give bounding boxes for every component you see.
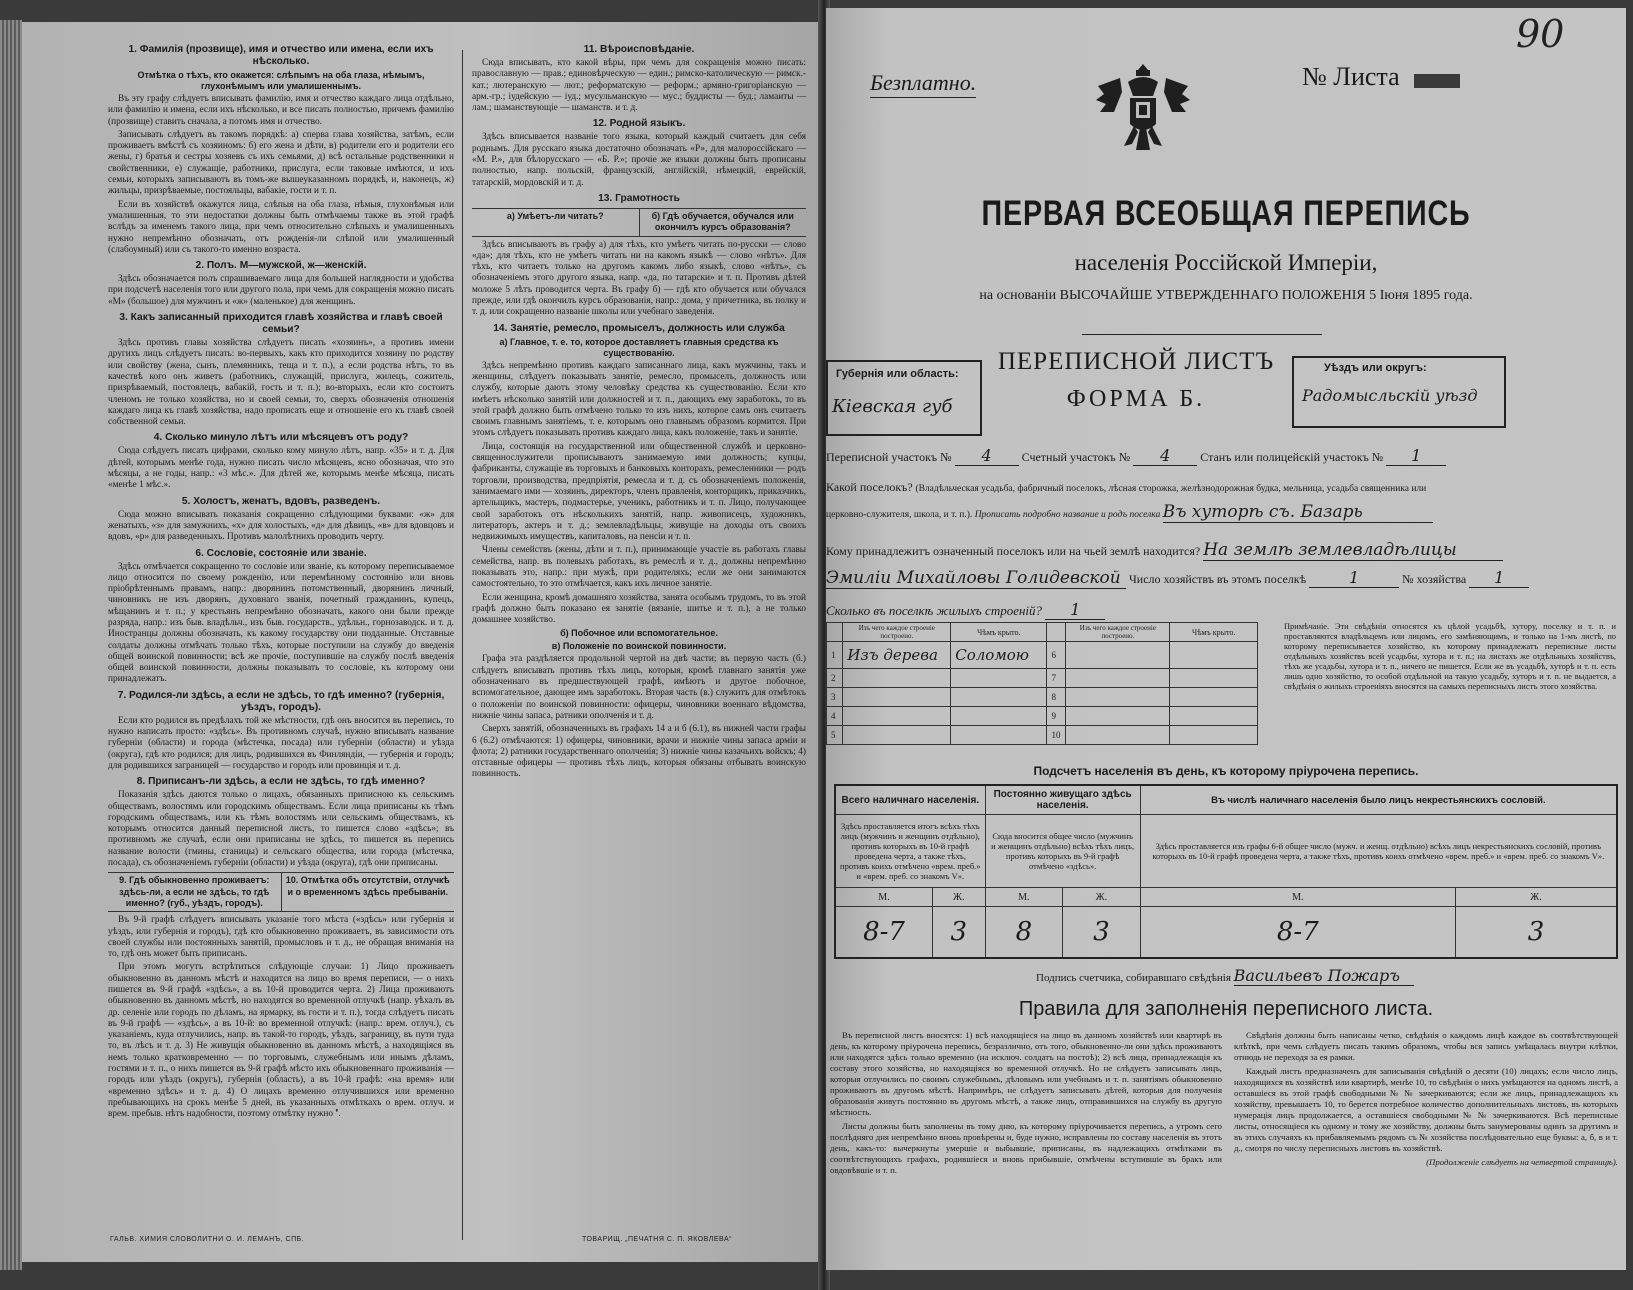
buildings-col-material-2: Изъ чего каждое строеніе построено. xyxy=(1066,623,1170,642)
section-14-text-4: Если женщина, кромѣ домашняго хозяйства, занята особымъ трудомъ, то въ этой графѣ должно быть показано ея занятіе (вязаніе, шитье и т. п.), а не только домашнее хозяйство. xyxy=(472,592,806,626)
section-14-text-5: Графа эта раздѣляется продольной чертой на двѣ части; въ первую часть (б.) слѣдуетъ вписывать противъ тѣхъ лицъ, которыя, кромѣ главнаго занятія уже обозначеннаго въ предшествующей графѣ, имѣютъ и другое побочное, вспомогательное, дающее имъ заработокъ. Вторая часть (в.) служитъ для отмѣтокъ о положеніи по воинской повинности: офицеры, чиновники военнаго вѣдомства, нижніе чины запаса, ратники ополченія и т. д. xyxy=(472,654,806,721)
left-page-instructions xyxy=(22,22,822,1262)
imperial-eagle-emblem xyxy=(1088,56,1198,166)
section-4-title: 4. Сколько минуло лѣтъ или мѣсяцевъ отъ роду? xyxy=(153,432,409,444)
owner-label: Кому принадлежитъ означенный поселокъ или на чьей землѣ находится? xyxy=(826,544,1201,558)
rules-column-2 xyxy=(1234,1030,1618,1168)
male-header: М. xyxy=(835,888,933,907)
section-3-title: 3. Какъ записанный приходится главѣ хозяйства и главѣ своей семьи? xyxy=(119,312,443,336)
owner-value: На землѣ землевладѣлицы xyxy=(1203,540,1503,561)
count-title: Подсчетъ населенія въ день, къ которому пріурочена перепись. xyxy=(1033,764,1419,778)
row-number: 8 xyxy=(1047,688,1066,707)
rules-paragraph-3: Свѣдѣнія должны быть написаны четко, свѣдѣнія о каждомъ лицѣ каждое въ соотвѣтствующей клѣткѣ, при чемъ слѣдуетъ писать такимъ образомъ, чтобы вся запись умѣщалась внутри клѣтки, отнюдь не переходя за ея рамки. xyxy=(1234,1030,1618,1062)
count-col-total: Всего наличнаго населенія. xyxy=(835,785,985,815)
section-8-title: 8. Приписанъ-ли здѣсь, а если не здѣсь, то гдѣ именно? xyxy=(136,776,426,788)
section-1-text-3: Если въ хозяйствѣ окажутся лица, слѣпыя на оба глаза, нѣмыя, глухонѣмыя или умалишенныя, то эти недостатки должны быть отмѣчаемы также въ этой графѣ вслѣдъ за именемъ такого лица, при чемъ относительно слѣпыхъ и умалишенныхъ нужно непремѣнно обозначать, отъ рожденія-ли слѣпой или умалишенный (слабоумный) или съ такого-то именно возраста. xyxy=(108,199,454,255)
schet-uchastok-value: 4 xyxy=(1133,446,1197,466)
section-14c-title: в) Положеніе по воинской повинности. xyxy=(551,641,727,652)
form-subtitle: населенія Россійской Имперіи, xyxy=(1074,250,1378,275)
guberniya-label: Губернія или область: xyxy=(836,368,959,380)
uezd-label: Уѣздъ или округъ: xyxy=(1324,362,1427,374)
rules-title: Правила для заполненія переписного листа. xyxy=(1018,998,1434,1020)
rules-column-1 xyxy=(830,1030,1222,1176)
page-stack-edge xyxy=(0,20,22,1270)
households-value: 1 xyxy=(1309,568,1399,588)
instructions-column-1 xyxy=(108,40,454,1123)
section-14-text-2: Лица, состоящія на государственной или общественной службѣ и церковно-священнослужители прописываютъ занимаемую ими должность; купцы, фабриканты, служащіе въ торговыхъ и банковыхъ конторахъ, ремесленники — родъ торговли, производства, предпріятія, ремесла и т. д. съ обозначеніемъ положенія, занимаемаго ими — хозяинъ, директоръ, членъ правленія, конторщикъ, приказчикъ, артельщикъ, мастеръ, подмастерье, ученикъ, работникъ и т. п. Лицо, получающее свой заработокъ отъ нѣсколькихъ занятій, напр. живописецъ, художникъ, литераторъ, актеръ и т. д.; землевладѣльцы, живущіе на доходы отъ своихъ недвижимыхъ имуществъ, капиталовъ, на пенсіи и т. п. xyxy=(472,441,806,543)
form-label: ФОРМА Б. xyxy=(1066,386,1206,412)
title-rule xyxy=(1082,334,1322,335)
sheet-title: ПЕРЕПИСНОЙ ЛИСТЪ xyxy=(997,348,1275,375)
section-1-title: 1. Фамилія (прозвище), имя и отчество или имена, если ихъ нѣсколько. xyxy=(128,44,434,67)
instructions-column-2 xyxy=(472,40,806,783)
participants-row xyxy=(826,446,1446,466)
perepis-uchastok-label: Переписной участокъ № xyxy=(826,450,952,464)
buildings-col-material: Изъ чего каждое строеніе построено. xyxy=(843,623,951,642)
row-number: 9 xyxy=(1047,707,1066,726)
households-label: Число хозяйствъ въ этомъ поселкѣ xyxy=(1129,572,1307,586)
section-14-text-6: Сверхъ занятій, обозначенныхъ въ графахъ 14 а и б (6.1), въ нижней части графы 6 (6.2) отмѣчаются: 1) офицеры, чиновники, врачи и нижніе чины запаса арміи и флота; 2) ратники государственнаго ополченія; 3) нижніе чины казачьихъ войскъ; 4) отставные офицеры — противъ тѣхъ лицъ, которыя обязаны отбывать воинскую повинность. xyxy=(472,724,806,780)
buildings-row-1 xyxy=(827,642,1258,669)
row-number: 7 xyxy=(1047,669,1066,688)
section-2-text: Здѣсь обозначается полъ спрашиваемаго лица для большей наглядности и удобства при подсчетѣ населенія того или другого пола, при чемъ для сокращенія можно писать «М» (большое) для мужчинъ и «ж» (маленькое) для женщинъ. xyxy=(108,274,454,307)
buildings-col-roof: Чѣмъ крыто. xyxy=(951,623,1047,642)
poselok-hint-3: Прописать подробно название и родъ поселка xyxy=(974,510,1161,520)
section-5-title: 5. Холостъ, женатъ, вдовъ, разведенъ. xyxy=(181,495,381,507)
printer-imprint-left: ГАЛЬВ. ХИМИЯ СЛОВОЛИТНИ О. И. ЛЕМАНЪ, СПБ. xyxy=(110,1236,305,1243)
population-count-table xyxy=(834,784,1618,959)
household-no-label: № хозяйства xyxy=(1402,572,1467,586)
section-14-text-3: Члены семействъ (жены, дѣти и т. п.), принимающіе участіе въ работахъ главы семейства, напр. въ полевыхъ работахъ, въ ремеслѣ и т. д., должны непремѣнно показывать это, напр.: при мужѣ, при родителяхъ; если же они занимаются самостоятельно, то это отмѣчается, какъ ихъ личное занятіе. xyxy=(472,545,806,590)
section-7-text: Если кто родился въ предѣлахъ той же мѣстности, гдѣ онъ вносится въ перепись, то нужно написать просто: «здѣсь». Въ противномъ случаѣ, нужно вписывать название губерніи (области) и города (мѣстечка, посада) или губерніи (области) и уѣзда (округа), гдѣ кто родился; для лицъ, родившихся въ Финляндіи, — губернія и городъ; для родившихся заграницей — государство и городъ или провинція и т. д. xyxy=(108,715,454,771)
signature-row xyxy=(1036,966,1414,986)
section-13b-title: б) Гдѣ обучается, обучался или окончилъ курсъ образованія? xyxy=(639,209,807,236)
female-header: Ж. xyxy=(1063,888,1141,907)
poselok-hint-2: церковно-служителя, школа, и т. п.). xyxy=(826,510,973,520)
section-14-subtitle: а) Главное, т. е. то, которое доставляетъ главныя средства къ существованію. xyxy=(499,336,779,358)
section-5-text: Сюда можно вписывать показанія сокращенно слѣдующими буквами: «ж» для женатыхъ, «з» для замужнихъ, «х» для холостыхъ, «д» для дѣвицъ, «в» для вдовцовъ и вдовъ, «р» для разведенныхъ. Противъ малолѣтнихъ проводить черту. xyxy=(108,509,454,543)
total-male-value: 8-7 xyxy=(835,907,933,959)
section-14-text: Здѣсь непремѣнно противъ каждаго записаннаго лица, какъ мужчины, такъ и женщины, слѣдуетъ показывать занятіе, ремесло, промыселъ, должность или службу, которые даютъ этому человѣку средства къ существованію. Если кто имѣетъ нѣсколько занятій или должностей и т. п., дающихъ ему заработокъ, то въ этой графѣ должно быть отмѣчено только то изъ нихъ, которое самъ онъ считаетъ своимъ главнымъ занятіемъ, т. е. которымъ оно главнымъ образомъ кормится. При этомъ слѣдуетъ показывать противъ каждаго лица, какъ положеніе, такъ и занятіе. xyxy=(472,360,806,439)
count-col-permanent: Постоянно живущаго здѣсь населенія. xyxy=(985,785,1140,815)
free-label: Безплатно. xyxy=(870,70,976,98)
owner-value-2: Эмиліи Михайловы Голидевской xyxy=(826,568,1126,589)
total-female-value: 3 xyxy=(933,907,986,959)
section-6-title: 6. Сословіе, состояніе или званіе. xyxy=(195,547,367,559)
row-number: 4 xyxy=(827,707,843,726)
section-8-text: Показанія здѣсь даются только о лицахъ, обязанныхъ приписною къ сельскимъ обществамъ, волостямъ или городскимъ обществамъ. Если лица приписаны къ тѣмъ городскимъ обществамъ, или къ тѣмъ волостямъ или сельскимъ обществамъ, къ которымъ относится данный переписной листъ, то пишется слово «здѣсь»; въ противномъ же случаѣ, если они приписаны не здѣсь, то пишется въ перепись название волости (гмины, станицы) и сельскаго общества, или города (мѣстечка, посада), съ обозначеніемъ губерніи (области) и уѣзда (округа), гдѣ они приписаны. xyxy=(108,790,454,869)
right-page-census-form xyxy=(826,8,1626,1270)
section-2-title: 2. Полъ. М—мужской, ж—женскій. xyxy=(195,260,367,272)
female-header: Ж. xyxy=(933,888,986,907)
row-number: 3 xyxy=(827,688,843,707)
section-9-title: 9. Гдѣ обыкновенно проживаетъ: здѣсь-ли, а если не здѣсь, то гдѣ именно? (губ., уѣздъ, городъ). xyxy=(119,875,270,908)
uezd-box xyxy=(1292,356,1506,428)
section-11-title: 11. Вѣроисповѣданіе. xyxy=(583,44,695,55)
section-3-text: Здѣсь противъ главы хозяйства слѣдуетъ писать «хозяинъ», а противъ имени другихъ лицъ слѣдуетъ писать: во-первыхъ, какъ кто приходится хозяину по родству или свойству (жена, сынъ, племянникъ, теща и т. п.), а если родства нѣтъ, то въ качествѣ кого онъ живетъ (работникъ, служащій, прислуга, жилецъ, сожитель, призрѣваемый, постоялецъ, вабакій, гость и т. п.); во-вторыхъ, если кто состоитъ членомъ не только хозяйства, но и своей семьи, то, сверхъ обозначенія отношенія каждаго лица къ главѣ хозяйства, надо прописать еще и отношеніе его къ главѣ своей собственной семьи. xyxy=(108,338,454,428)
section-1-text-2: Записывать слѣдуетъ въ такомъ порядкѣ: а) сперва глава хозяйства, затѣмъ, если проживаетъ вмѣстѣ съ хозяиномъ: б) его жена и дѣти, в) родители его и родители его жены, г) братья и сестры хозяевъ съ ихъ семьями, д) всѣ остальные родственники и свойственники, е) служащіе, работники, прислуга, если таковые имѣются, и ихъ семьи, которыхъ записываютъ въ томъ-же вышеуказанномъ порядкѣ, и, наконецъ, ж) жильцы, призрѣваемые, постояльцы, вабакіе, гости и т. п. xyxy=(108,129,454,197)
sheet-number-label: № Листа xyxy=(1302,62,1400,91)
buildings-label: Сколько въ поселкѣ жилыхъ строеній? xyxy=(826,603,1043,618)
buildings-col-roof-2: Чѣмъ крыто. xyxy=(1170,623,1258,642)
section-1-subtitle: Отмѣтка о тѣхъ, кто окажется: слѣпымъ на оба глаза, нѣмымъ, глухонѣмымъ или умалишеннымъ. xyxy=(137,70,425,91)
form-title: ПЕРВАЯ ВСЕОБЩАЯ ПЕРЕПИСЬ xyxy=(981,194,1471,233)
permanent-female-value: 3 xyxy=(1063,907,1141,959)
poselok-row xyxy=(826,480,1616,495)
owner-row-2 xyxy=(826,568,1616,589)
legal-basis: на основаніи ВЫСОЧАЙШЕ УТВЕРЖДЕННАГО ПОЛОЖЕНІЯ 5 Іюня 1895 года. xyxy=(979,288,1473,303)
rules-paragraph-2: Листы должны быть заполнены въ тому дню, къ которому пріурочивается перепись, а утромъ сего послѣдняго дня непремѣнно вновь провѣрены и, буде нужно, исправлены по составу населенія въ этотъ день, какъ-то: вычеркнуты умершіе и выбывшіе, приписаны, въ надлежащихъ отмѣтками въ соотвѣтствующихъ графахъ, родившіеся и вновь прибывшіе, отмѣчены вступившіе въ бракъ или овдовѣвшіе и т. п. xyxy=(830,1121,1222,1175)
uezd-value: Радомысльскій уѣзд xyxy=(1302,386,1478,405)
row-number: 10 xyxy=(1047,726,1066,745)
section-6-text: Здѣсь отмѣчается сокращенно то сословіе или званіе, къ которому переписываемое лицо относится по своему рожденію, или перемѣнному состоянію или вновь пріобрѣтеннымъ правамъ, напр.: дворянинъ потомственный, дворянинъ личный, чиновникъ не изъ дворянъ, духовнаго званія, почетный гражданинъ, купецъ, мѣщанинъ и т. п.; у крестьянъ непремѣнно обозначать, какого они были прежде разряда, напр.: изъ быв. владѣльч., изъ быв. государств., удѣльн., горнозаводск. и т. д. Иностранцы должны обозначать, къ какому государству они подданные. Отставные солдаты должны отмѣчать только тѣхъ, которые поступили на службу до введенія общей воинской повинности; всѣ же прочіе, поступившіе на службу послѣ введенія общей воинской повинности, должны показывать то сословіе, къ которому они принадлежатъ. xyxy=(108,561,454,685)
buildings-row-4 xyxy=(827,707,1258,726)
count-desc-non-peasant: Здѣсь проставляется изъ графы 6-й общее число (мужч. и женщ. отдѣльно) всѣхъ лицъ некрестьянскихъ сословій, противъ которыхъ въ 10-й графѣ проведена черта, а также тѣхъ, противъ коихъ отмѣчено «врем. преб.» и «врем. преб. со знакомъ V». xyxy=(1140,815,1617,888)
poselok-row-2 xyxy=(826,502,1616,523)
row-number: 1 xyxy=(827,642,843,669)
household-no-value: 1 xyxy=(1469,568,1529,588)
section-9-text-2: При этомъ могутъ встрѣтиться слѣдующіе случаи: 1) Лицо проживаетъ обыкновенно въ данномъ мѣстѣ и находится на лицо во время переписи, — о нихъ пишется въ 9-й графѣ «здѣсь», а въ 10-й проводится черта. 2) Лица проживаютъ обыкновенно въ данномъ мѣстѣ, но находятся во временной отлучкѣ (напр. уѣхалъ въ др. селеніе или городъ по дѣламъ, на ярмарку, въ гости и т. п.), тогда слѣдуетъ писать въ 9-й графѣ — «здѣсь», а въ 10-й: во временной отлучкѣ: (напр.: врем. отлуч.), съ указаніемъ, куда отлучились, напр. въ такой-то городъ, уѣздъ, заграницу, въ пути туда то, въ лѣсъ и т. д. 3) Не живущія обыкновенно въ данномъ мѣстѣ, а находящіяся въ немъ только кратковременно — по торговымъ, служебнымъ или инымъ дѣламъ, гостями и т. п., о нихъ пишется въ 9-й графѣ мѣсто ихъ обыкновеннаго проживанія — городъ или уѣздъ (округъ), губернія (область), а въ 10-й графѣ: «на время» или «временно здѣсь» и т. д. 4) О лицахъ временно отлучившихся или временно пребывающихъ на срокъ менѣе 5 дней, въ указанныхъ отмѣткахъ о врем. отлуч. и врем. пребыв. нѣтъ надобности, поэтому отмѣтку нужно ❜. xyxy=(108,962,454,1120)
row-number: 5 xyxy=(827,726,843,745)
buildings-row xyxy=(826,600,1105,620)
guberniya-box xyxy=(826,360,982,436)
rules-paragraph-1: Въ переписной листъ вносятся: 1) всѣ находящіеся на лицо въ данномъ хозяйствѣ или квартирѣ въ день, къ которому пріурочена перепись, безразлично, отъ того, обыкновенно-ли они здѣсь проживаютъ или находятся здѣсь только временно (на исключ. солдатъ на постоѣ); 2) всѣ лица, принадлежащія къ составу этого хозяйства, но находящіяся во временной отлучкѣ. Но не слѣдуетъ записывать лицъ, которыя отлучились по своимъ служебнымъ, дѣловымъ или учебнымъ и т. п. занятіямъ обыкновенно проживаютъ въ другомъ мѣстѣ. Напримѣръ, не слѣдуетъ записывать дѣтей, которыя для полученія образованія живутъ постоянно въ другомъ мѣстѣ, а также лицъ, отправившихся на службу въ другую мѣстность. xyxy=(830,1030,1222,1117)
column-divider xyxy=(462,50,463,1240)
section-12-title: 12. Родной языкъ. xyxy=(592,118,686,130)
non-peasant-male-value: 8-7 xyxy=(1140,907,1455,959)
section-9-10-header xyxy=(108,872,454,912)
building-roof-value: Соломою xyxy=(951,642,1047,669)
count-desc-permanent: Сюда вносится общее число (мужчинъ и женщинъ отдѣльно) всѣхъ тѣхъ лицъ, противъ которыхъ въ 9-й графѣ отмѣчено «здѣсь». xyxy=(985,815,1140,888)
signature-label: Подпись счетчика, собиравшаго свѣдѣнія xyxy=(1036,972,1231,984)
section-13-title: 13. Грамотность xyxy=(598,192,680,204)
owner-row xyxy=(826,540,1503,561)
section-13-header xyxy=(472,208,806,237)
male-header: М. xyxy=(1140,888,1455,907)
section-12-text: Здѣсь вписывается названіе того языка, который каждый считаетъ для себя роднымъ. Для русскаго языка достаточно обозначать «Р», для малороссійскаго — «М. Р.», для бѣлорусскаго — «Б. Р.»; прочіе же языки должны быть прописаны полностью, напр. польскій, французскій, англійскій, нѣмецкій, еврейскій, татарскій, мордовскій и т. д. xyxy=(472,132,806,188)
signature-value: Васильевъ Пожаръ xyxy=(1234,966,1414,986)
count-desc-total: Здѣсь проставляется итогъ всѣхъ тѣхъ лицъ (мужчинъ и женщинъ отдѣльно), противъ которыхъ въ 10-й графѣ проведена черта, а также тѣхъ, противъ коихъ отмѣчено «врем. преб.» и «врем. преб. со знакомъ V». xyxy=(835,815,985,888)
folio-number: 90 xyxy=(1516,12,1565,56)
section-1-text: Въ эту графу слѣдуетъ вписывать фамилію, имя и отчество каждаго лица отдѣльно, или фамилію и имена, если ихъ нѣсколько, и все писать полностью, причемъ фамилію (прозвище) ставить сначала, а потомъ имя и отчество. xyxy=(108,94,454,127)
section-11-text: Сюда вписывать, кто какой вѣры, при чемъ для сокращенія можно писать: православную — прав.; единовѣрческую — един.; римско-католическую — римск.-кат.; лютеранскую — лют.; реформатскую — реформ.; армяно-григоріанскую — арм.-гр.; іудейскую — іуд.; мусульманскую — мус.; буддисты — буд.; ламаиты — лам.; шаманствующіе — шаманств. и т. д. xyxy=(472,58,806,114)
sheet-number-redacted xyxy=(1414,74,1460,88)
section-4-text: Сюда слѣдуетъ писать цифрами, сколько кому минуло лѣтъ, напр. «35» и т. д. Для дѣтей, которымъ менѣе года, нужно писать число мѣсяцевъ, ясно обозначая, что это мѣсяцы, а не годы, напр.: «3 мѣс.». Для дѣтей же, которымъ менѣе мѣсяца, писать «менѣе 1 мѣс.». xyxy=(108,446,454,491)
row-number: 2 xyxy=(827,669,843,688)
female-header: Ж. xyxy=(1455,888,1617,907)
buildings-row-5 xyxy=(827,726,1258,745)
buildings-row-2 xyxy=(827,669,1258,688)
poselok-label: Какой поселокъ? xyxy=(826,480,913,494)
stan-label: Станъ или полицейскій участокъ № xyxy=(1200,450,1384,464)
stan-value: 1 xyxy=(1386,446,1446,466)
non-peasant-female-value: 3 xyxy=(1455,907,1617,959)
section-13a-title: а) Умѣетъ-ли читать? xyxy=(506,210,604,221)
male-header: М. xyxy=(985,888,1063,907)
section-13-text: Здѣсь вписываютъ въ графу а) для тѣхъ, кто умѣетъ читать по-русски — слово «да»; для тѣхъ, кто не умѣетъ читать ни на какомъ языкѣ — слово «нѣтъ». Для тѣхъ, кто читаетъ только на другомъ какомъ либо языкѣ, слово «нѣтъ», съ обозначеніемъ этого другого языка, напр. «да, по татарски» и т. п. Противъ дѣтей моложе 5 лѣтъ проводится черта. Въ графу б) — гдѣ кто обучается или обучался прежде, или гдѣ окончилъ курсъ образованія, напр.: дома, у причетника, въ полку и т. д. или сокращенно названіе школы или учебнаго заведенія. xyxy=(472,239,806,318)
poselok-hint: (Владѣльческая усадьба, фабричный поселокъ, лѣсная сторожка, желѣзнодорожная будка, мельница, усадьба священника или xyxy=(915,484,1427,494)
buildings-value: 1 xyxy=(1045,600,1105,620)
count-col-non-peasant: Въ числѣ наличнаго населенія было лицъ некрестьянскихъ сословій. xyxy=(1140,785,1617,815)
row-number: 6 xyxy=(1047,642,1066,669)
section-10-title: 10. Отмѣтка объ отсутствіи, отлучкѣ и о временномъ здѣсь пребываніи. xyxy=(281,873,455,911)
continued-note: (Продолженіе слѣдуетъ на четвертой страницѣ). xyxy=(1426,1157,1618,1167)
guberniya-value: Кіевская губ xyxy=(832,396,953,417)
section-9-text: Въ 9-й графѣ слѣдуетъ вписывать указаніе того мѣста («здѣсь» или губернія и уѣздъ, или губернія и городъ), гдѣ кто обыкновенно проживаетъ, въ зависимости отъ своей службы или постоянныхъ занятій, промысловъ и т. д., не обращая вниманія на то, гдѣ онъ может быть приписанъ. xyxy=(108,915,454,960)
buildings-table xyxy=(826,622,1258,745)
perepis-uchastok-value: 4 xyxy=(955,446,1019,466)
buildings-note: Примѣчаніе. Эти свѣдѣнія относятся къ цѣлой усадьбѣ, хутору, поселку и т. п. и проставляются владѣльцемъ или лицомъ, его замѣняющимъ, и только на 1-мъ листѣ, по которому переписывается хозяйство, къ которому принадлежатъ переписные листы отдѣльныхъ хозяйствъ всей усадьбы, хутора и т. п.; на листахъ же отдѣльныхъ хозяйствъ, тѣхъ же усадьбы, хутора и т. п., ничего не пишется. Если же въ усадьбѣ, хуторѣ и т. п. есть лишь одно хозяйство, то особой отдѣльной на такую усадьбу, хуторъ и т. п. не выдается, а свѣдѣнія о жилыхъ строеніяхъ вносятся на самыхъ переписныхъ листъ этого хозяйства. xyxy=(1284,622,1616,691)
section-7-title: 7. Родился-ли здѣсь, а если не здѣсь, то гдѣ именно? (губернія, уѣздъ, городъ). xyxy=(117,689,445,713)
printer-imprint-right: ТОВАРИЩ. „ПЕЧАТНЯ С. П. ЯКОВЛЕВА“ xyxy=(582,1236,732,1243)
building-material-value: Изъ дерева xyxy=(843,642,951,669)
buildings-row-3 xyxy=(827,688,1258,707)
rules-paragraph-4: Каждый листъ предназначенъ для записыванія свѣдѣній о десяти (10) лицахъ; если число лицъ, находящихся въ хозяйствѣ или квартирѣ, менѣе 10, то свѣдѣнія о нихъ умѣщаются на одномъ листѣ, а оставшіеся въ этой графѣ свободными № № зачеркиваются; если же лицъ, принадлежащихъ къ хозяйству, превышаетъ 10, то берется потребное количество дополнительныхъ листовъ, въ которыхъ нумерація лицъ продолжается, а оставшіеся свободными № № зачеркиваются. Всѣ переписные листы, относящіеся къ одному и тому же хозяйству, должны быть занумерованы одинъ за другимъ и въ этихъ случаяхъ къ прибавляемымъ рядомъ съ № хозяйства послѣдовательно еще буквы: а, б, в и т. д., смотря по числу переписныхъ листовъ въ хозяйствѣ. xyxy=(1234,1066,1618,1153)
poselok-value: Въ хуторѣ съ. Базарь xyxy=(1163,502,1433,523)
section-14-title: 14. Занятіе, ремесло, промыселъ, должность или служба xyxy=(493,322,785,334)
section-14b-title: б) Побочное или вспомогательное. xyxy=(560,628,718,639)
schet-uchastok-label: Счетный участокъ № xyxy=(1021,450,1131,464)
permanent-male-value: 8 xyxy=(985,907,1063,959)
